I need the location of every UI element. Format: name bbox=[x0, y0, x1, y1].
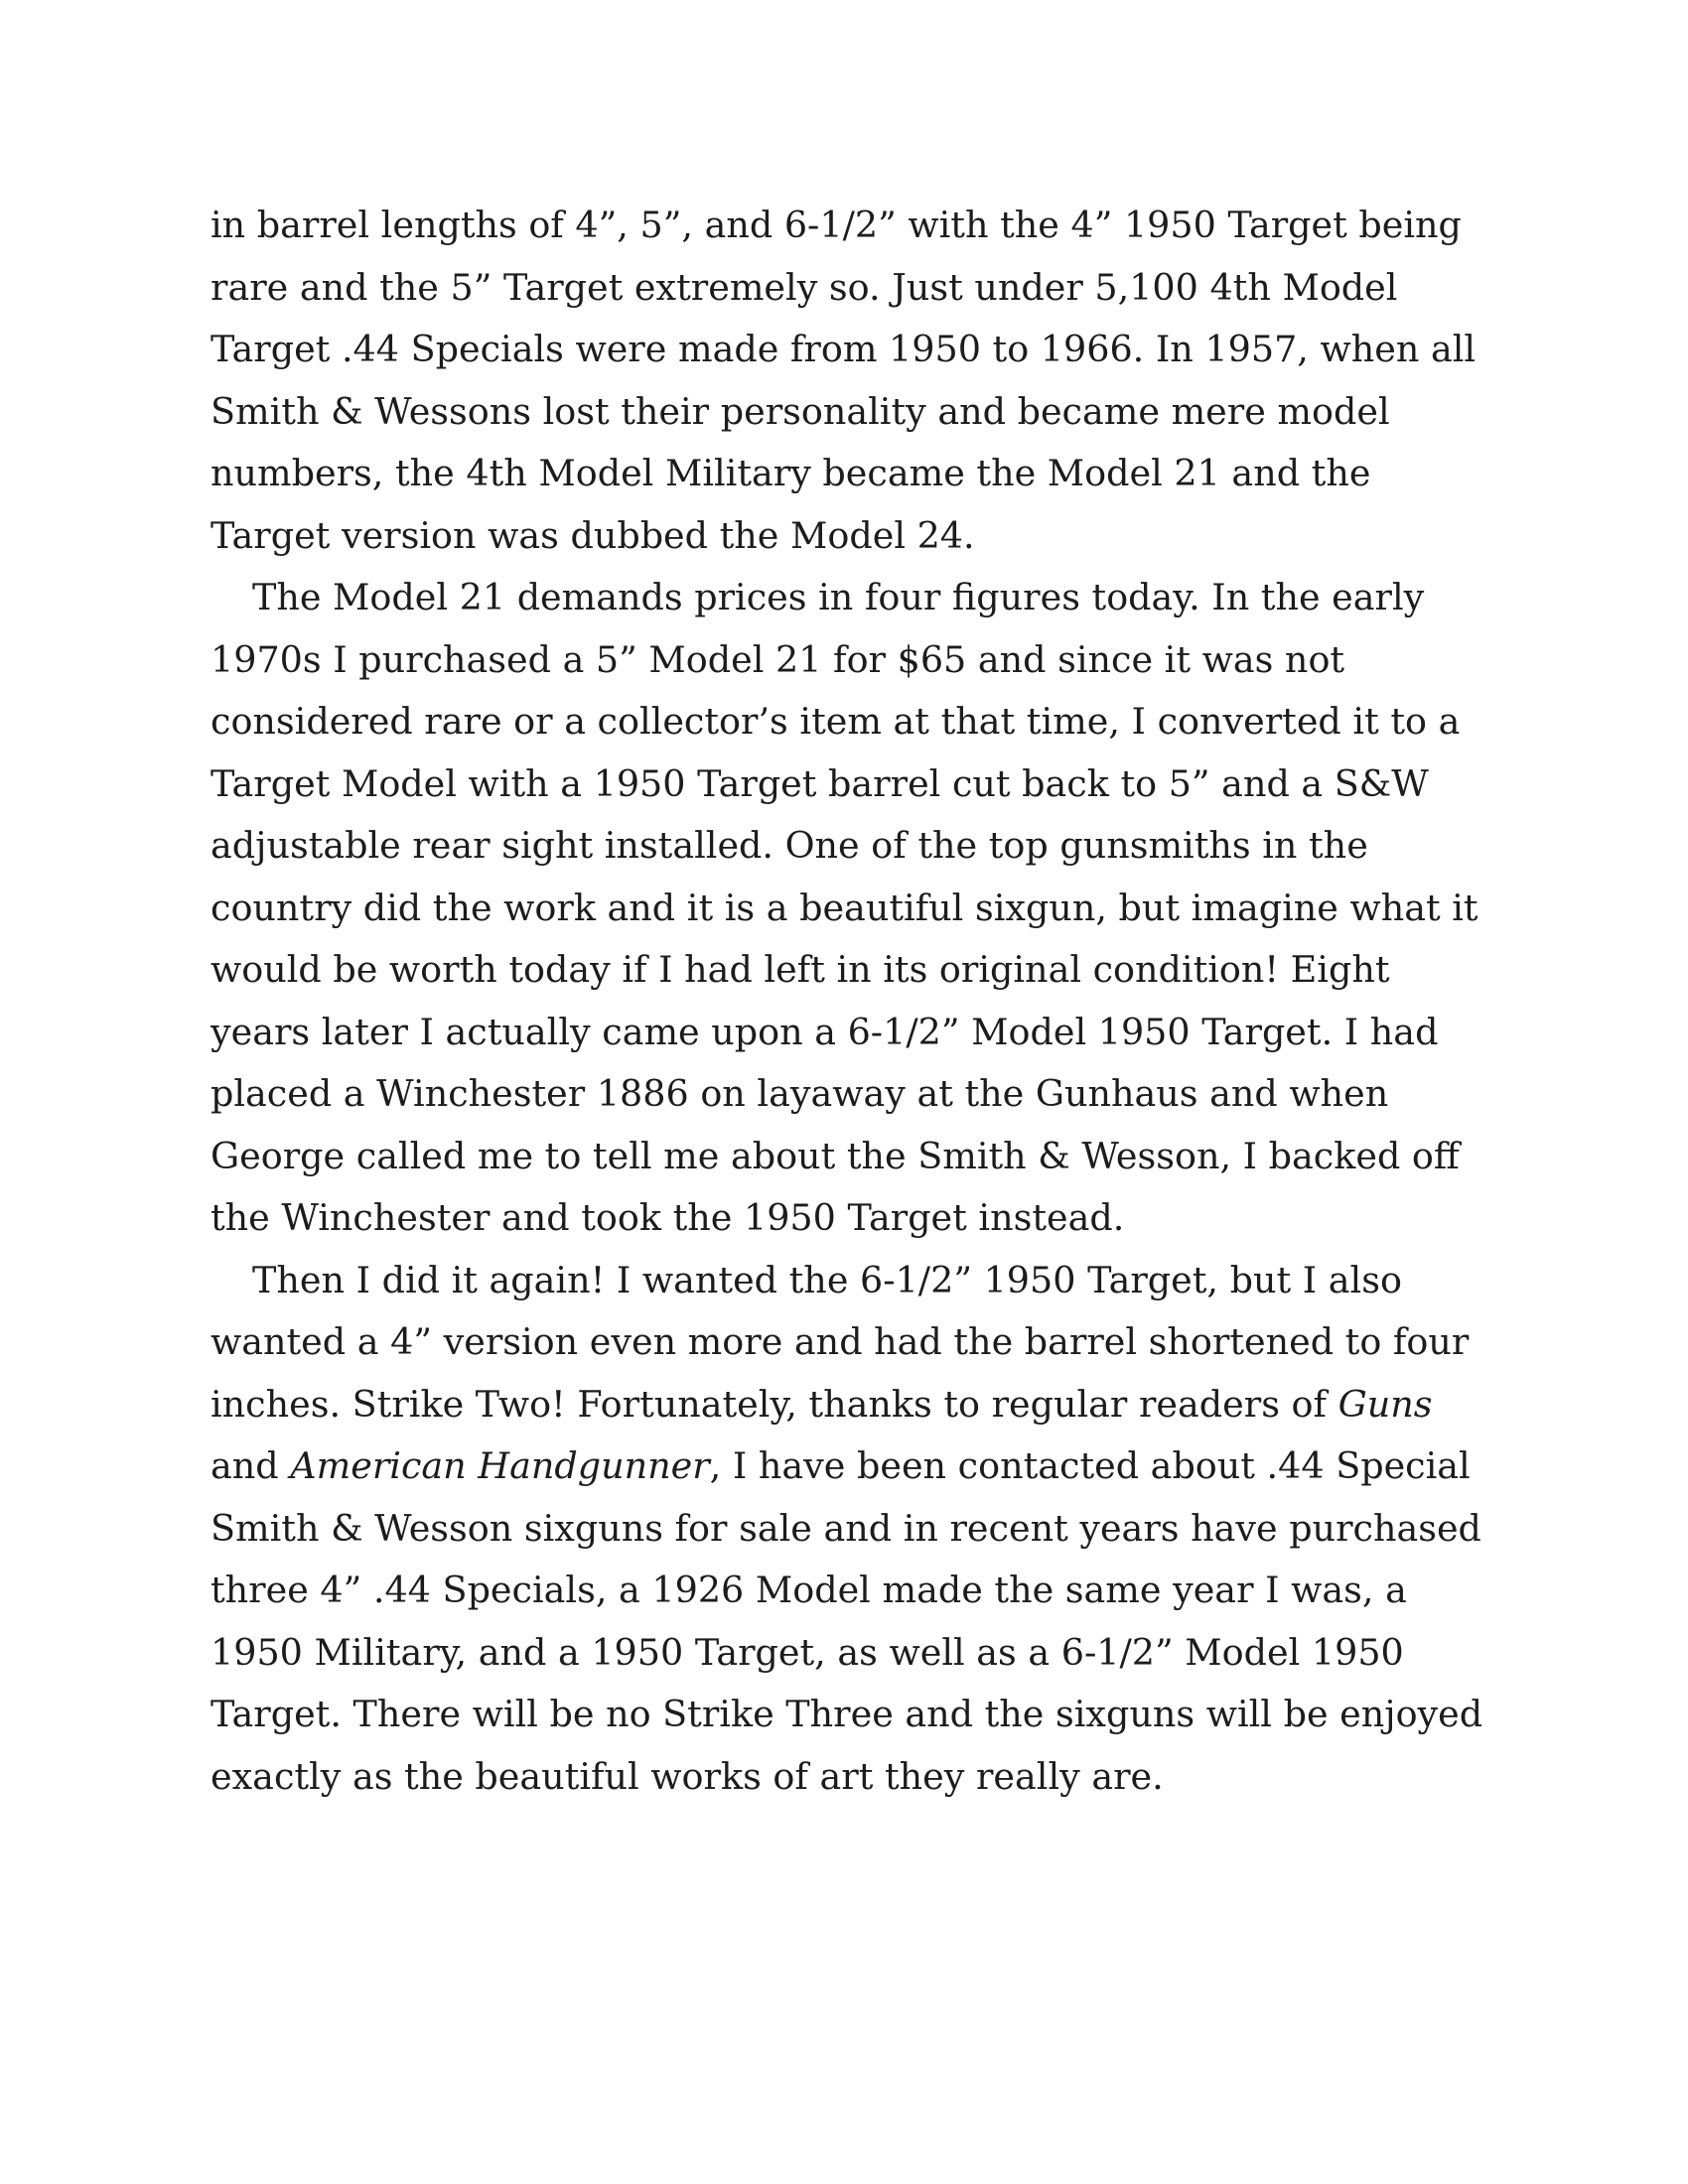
paragraph-3 bbox=[211, 1250, 1491, 1809]
paragraph-3-text-b: and bbox=[211, 1444, 291, 1487]
paragraph-2: The Model 21 demands prices in four figures today. In the early 1970s I purchased a 5” Model 21 for $65 and since it was not considered rare or a collector’s item at that time, I converted it to a Target Model with a 1950 Target barrel cut back to 5” and a S&W adjustable rear sight installed. One of the top gunsmiths in the country did the work and it is a beautiful sixgun, but imagine what it would be worth today if I had left in its original condition! Eight years later I actually came upon a 6-1/2” Model 1950 Target. I had placed a Winchester 1886 on layaway at the Gunhaus and when George called me to tell me about the Smith & Wesson, I backed off the Winchester and took the 1950 Target instead. bbox=[211, 576, 1478, 1239]
document-page bbox=[211, 195, 1491, 1808]
paragraph-3-text-a: Then I did it again! I wanted the 6-1/2” 1950 Target, but I also wanted a 4” version even more and had the barrel shortened to four inches. Strike Two! Fortunately, thanks to regular readers of bbox=[211, 1258, 1470, 1426]
publication-title-american-handgunner: American Handgunner bbox=[290, 1444, 710, 1487]
paragraph-3-text-c: , I have been contacted about .44 Special Smith & Wesson sixguns for sale and in recent years have purchased three 4” .44 Specials, a 1926 Model made the same year I was, a 1950 Military, and a 1950 Target, as well as a 6-1/2” Model 1950 Target. There will be no Strike Three and the sixguns will be enjoyed exactly as the beautiful works of art they really are. bbox=[211, 1444, 1483, 1798]
publication-title-guns: Guns bbox=[1337, 1382, 1433, 1426]
paragraph-1: in barrel lengths of 4”, 5”, and 6-1/2” with the 4” 1950 Target being rare and the 5” Target extremely so. Just under 5,100 4th Model Target .44 Specials were made from 1950 to 1966. In 1957, when all Smith & Wessons lost their personality and became mere model numbers, the 4th Model Military became the Model 21 and the Target version was dubbed the Model 24. bbox=[211, 204, 1477, 557]
